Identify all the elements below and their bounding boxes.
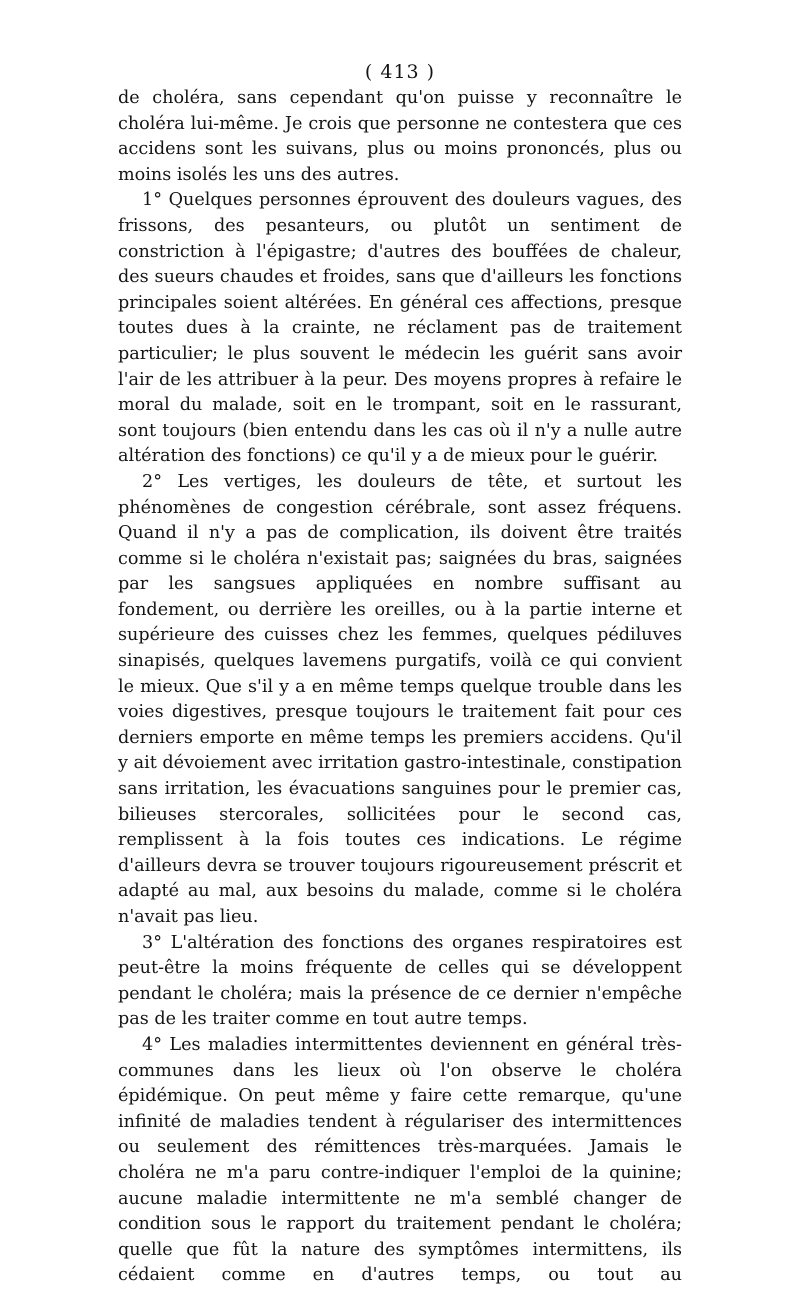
paragraph-point-4: 4° Les maladies intermittentes deviennent en général très-communes dans les lieux où l'on observe le choléra épidémique. On peut même y faire cette remarque, qu'une infinité de maladies tendent à régulariser des intermittences ou seulement des rémittences très-marquées. Jamais le choléra ne m'a paru contre-indiquer l'emploi de la quinine; aucune maladie intermittente ne m'a semblé changer de condition sous le rapport du traitement pendant le choléra; quelle que fût la nature des symptômes intermittens, ils cédaient comme en d'autres temps, ou tout au: [118, 1034, 682, 1286]
paragraph-point-3: 3° L'altération des fonctions des organes respiratoires est peut-être la moins fréquente de celles qui se développent pendant le choléra; mais la présence de ce dernier n'empêche pas de les traiter comme en tout autre temps.: [118, 932, 682, 1030]
page-number: ( 413 ): [364, 61, 436, 83]
book-page: [118, 58, 682, 1289]
paragraph-point-1: 1° Quelques personnes éprouvent des douleurs vagues, des frissons, des pesanteurs, ou plutôt un sentiment de constriction à l'épigastre; d'autres des bouffées de chaleur, des sueurs chaudes et froides, sans que d'ailleurs les fonctions principales soient altérées. En général ces affections, presque toutes dues à la crainte, ne réclament pas de traitement particulier; le plus souvent le médecin les guérit sans avoir l'air de les attribuer à la peur. Des moyens propres à refaire le moral du malade, soit en le trompant, soit en le rassurant, sont toujours (bien entendu dans les cas où il n'y a nulle autre altération des fonctions) ce qu'il y a de mieux pour le guérir.: [118, 190, 682, 467]
paragraph-point-2: 2° Les vertiges, les douleurs de tête, et surtout les phénomènes de congestion cérébrale, sont assez fréquens. Quand il n'y a pas de complication, ils doivent être traités comme si le choléra n'existait pas; saignées du bras, saignées par les sangsues appliquées en nombre suffisant au fondement, ou derrière les oreilles, ou à la partie interne et supérieure des cuisses chez les femmes, quelques pédiluves sinapisés, quelques lavemens purgatifs, voilà ce qui convient le mieux. Que s'il y a en même temps quelque trouble dans les voies digestives, presque toujours le traitement fait pour ces derniers emporte en même temps les premiers accidens. Qu'il y ait dévoiement avec irritation gastro-intestinale, constipation sans irritation, les évacuations sanguines pour le premier cas, bilieuses stercorales, sollicitées pour le second cas, remplissent à la fois toutes ces indications. Le régime d'ailleurs devra se trouver toujours rigoureusement préscrit et adapté au mal, aux besoins du malade, comme si le choléra n'avait pas lieu.: [118, 471, 682, 927]
paragraph-intro: de choléra, sans cependant qu'on puisse y reconnaître le choléra lui-même. Je crois que personne ne contestera que ces accidens sont les suivans, plus ou moins prononcés, plus ou moins isolés les uns des autres.: [118, 88, 682, 185]
